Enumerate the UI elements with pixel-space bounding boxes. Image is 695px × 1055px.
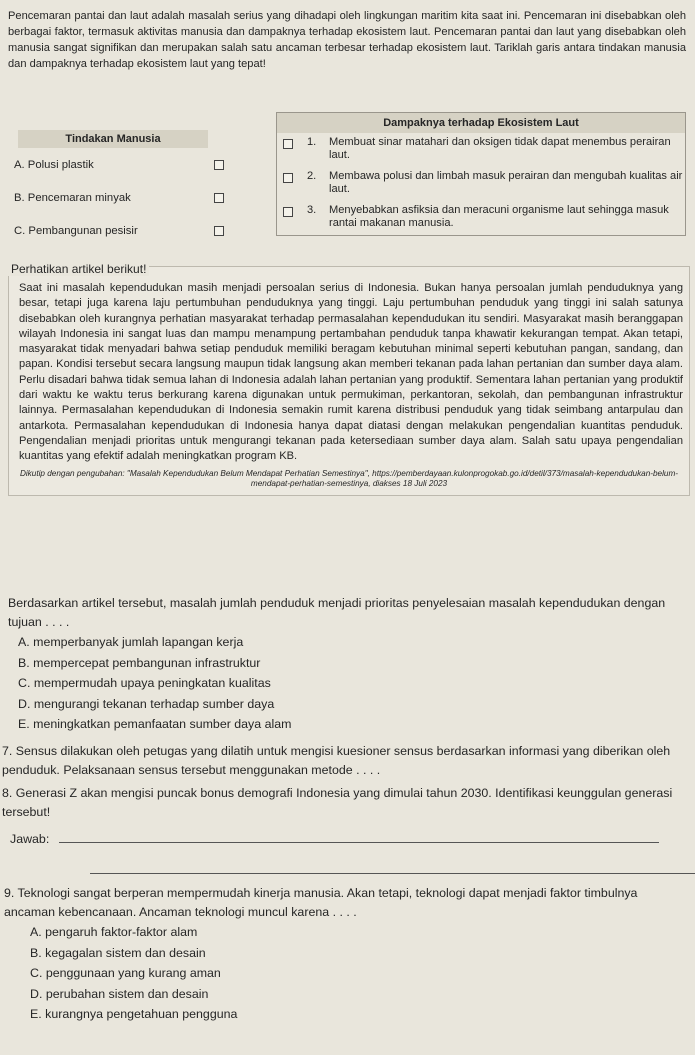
question-6-stem: Berdasarkan artikel tersebut, masalah jumlah penduduk menjadi prioritas penyelesaian masalah kependudukan dengan tujuan . . . . <box>8 596 666 629</box>
option-e[interactable]: E. kurangnya pengetahuan pengguna <box>30 1007 238 1021</box>
question-9-options <box>4 922 691 1025</box>
answer-line[interactable] <box>59 842 659 843</box>
option-d[interactable]: D. perubahan sistem dan desain <box>30 986 209 1001</box>
impact-text: Membawa polusi dan limbah masuk perairan dan mengubah kualitas air laut. <box>329 170 683 195</box>
connect-point-box[interactable] <box>283 139 293 149</box>
connect-point-box[interactable] <box>214 226 224 236</box>
answer-line[interactable] <box>90 873 695 874</box>
action-label: A. Polusi plastik <box>14 158 94 171</box>
intro-paragraph: Pencemaran pantai dan laut adalah masalah serius yang dihadapi oleh lingkungan maritim kita saat ini. Pencemaran ini disebabkan oleh berbagai faktor, termasuk aktivitas manusia dan dampaknya terhadap ekosistem laut. Pencemaran pantai dan laut yang disebabkan oleh manusia sangat signifikan dan merupakan salah satu ancaman terbesar terhadap ekosistem laut. Tariklah garis antara tindakan manusia dan dampaknya terhadap ekosistem laut yang tepat! <box>8 10 686 70</box>
question-7 <box>0 742 689 780</box>
action-row <box>8 214 248 247</box>
impact-text: Membuat sinar matahari dan oksigen tidak dapat menembus perairan laut. <box>329 136 671 161</box>
article-box <box>8 266 690 496</box>
option-e[interactable]: E. meningkatkan pemanfaatan sumber daya alam <box>18 717 292 731</box>
option-c[interactable]: C. mempermudah upaya peningkatan kualitas <box>18 676 271 690</box>
connect-point-box[interactable] <box>214 193 224 203</box>
action-row <box>8 181 248 214</box>
impact-number: 3. <box>307 204 317 216</box>
impacts-header: Dampaknya terhadap Ekosistem Laut <box>277 113 685 133</box>
article-source: Dikutip dengan pengubahan: "Masalah Kependudukan Belum Mendapat Perhatian Semestinya", https://pemberdayaan.kulonprogokab.go.id/detil/373/masalah-kependudukan-belum-mendapat-perhatian-semestinya, diakses 18 Juli 2023 <box>19 468 679 488</box>
question-6 <box>8 594 695 735</box>
actions-table <box>8 130 248 247</box>
answer-area <box>2 830 689 880</box>
question-9-stem: 9. Teknologi sangat berperan mempermudah kinerja manusia. Akan tetapi, teknologi dapat menjadi faktor timbulnya ancaman kebencanaan. Ancaman teknologi muncul karena . . . . <box>4 886 638 919</box>
impact-number: 1. <box>307 136 317 148</box>
impact-text: Menyebabkan asfiksia dan meracuni organisme laut sehingga masuk rantai makanan manusia. <box>329 204 669 229</box>
connect-point-box[interactable] <box>283 207 293 217</box>
action-label: C. Pembangunan pesisir <box>14 224 138 237</box>
question-8 <box>0 784 689 880</box>
matching-exercise <box>8 110 688 260</box>
question-8-text: 8. Generasi Z akan mengisi puncak bonus demografi Indonesia yang dimulai tahun 2030. Identifikasi keunggulan generasi tersebut! <box>2 786 673 819</box>
action-label: B. Pencemaran minyak <box>14 191 131 204</box>
question-9 <box>0 884 691 1025</box>
connect-point-box[interactable] <box>283 173 293 183</box>
option-c[interactable]: C. penggunaan yang kurang aman <box>30 966 221 980</box>
option-b[interactable]: B. kegagalan sistem dan desain <box>30 945 206 960</box>
impacts-table <box>276 112 686 236</box>
option-d[interactable]: D. mengurangi tekanan terhadap sumber daya <box>18 696 275 711</box>
impact-row <box>277 133 685 167</box>
actions-header: Tindakan Manusia <box>18 130 208 148</box>
option-a[interactable]: A. memperbanyak jumlah lapangan kerja <box>18 635 244 649</box>
impact-number: 2. <box>307 170 317 182</box>
action-row <box>8 148 248 181</box>
impact-row <box>277 201 685 235</box>
article-body: Saat ini masalah kependudukan masih menjadi persoalan serius di Indonesia. Bukan hanya persoalan jumlah penduduknya yang besar, tetapi juga karena laju pertumbuhan penduduknya yang tinggi. Laju pertumbuhan penduduk yang tinggi ini salah satunya disebabkan oleh kurangnya perhatian masyarakat terhadap permasalahan kependudukan itu sendiri. Masyarakat masih beranggapan wilayah Indonesia ini sangat luas dan mampu menampung pertambahan penduduk tanpa khawatir kekurangan tempat. Akan tetapi, masyarakat tidak menyadari bahwa setiap penduduk memiliki beragam kebutuhan minimal seperti kebutuhan pangan, sandang, dan papan. Kondisi tersebut secara langsung maupun tidak langsung akan memberi tekanan pada lahan pertanian dan sumber daya alam. Perlu disadari bahwa tidak semua lahan di Indonesia adalah lahan pertanian yang produktif. Sementara lahan pertanian yang produktif dari waktu ke waktu terus berkurang karena digunakan untuk permukiman, perkantoran, sekolah, dan pembangunan infrastruktur lainnya. Permasalahan kependudukan di Indonesia semakin rumit karena distribusi penduduk yang tidak seimbang antarpulau dan antarkota. Permasalahan kependudukan di Indonesia hanya dapat diatasi dengan melakukan pengendalian kuantitas penduduk. Pengendalian menjadi prioritas untuk mengurangi tekanan pada ketersediaan sumber daya alam. Salah satu upaya pengendalian kuantitas yang efektif adalah meningkatkan program KB. <box>19 282 683 463</box>
question-7-text: 7. Sensus dilakukan oleh petugas yang dilatih untuk mengisi kuesioner sensus berdasarkan informasi yang diberikan oleh penduduk. Pelaksanaan sensus tersebut menggunakan metode . . . . <box>2 744 671 777</box>
connect-point-box[interactable] <box>214 160 224 170</box>
question-6-options <box>8 632 695 735</box>
article-title: Perhatikan artikel berikut! <box>8 262 149 276</box>
option-a[interactable]: A. pengaruh faktor-faktor alam <box>30 925 198 939</box>
option-b[interactable]: B. mempercepat pembangunan infrastruktur <box>18 655 261 670</box>
answer-label: Jawab: <box>10 832 50 846</box>
impact-row <box>277 167 685 201</box>
